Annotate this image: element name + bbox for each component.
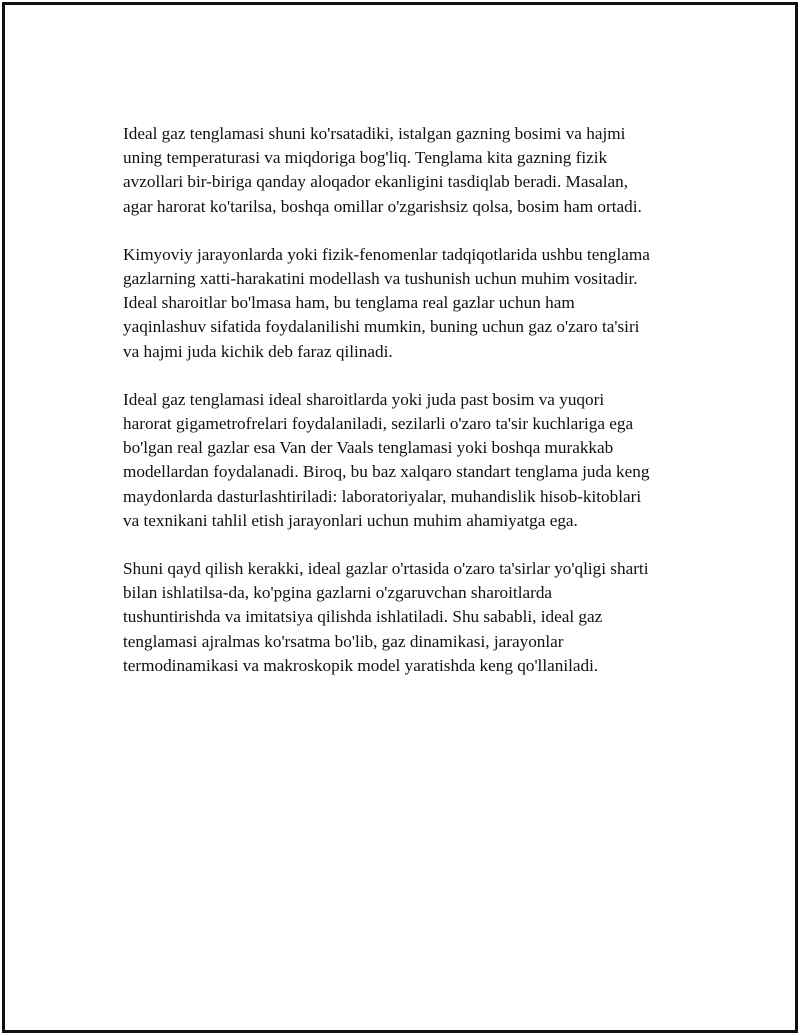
paragraph-line: bilan ishlatilsa-da, ko'pgina gazlarni o'zgaruvchan sharoitlarda	[123, 583, 553, 603]
paragraph-1	[123, 122, 723, 219]
paragraph-line: bo'lgan real gazlar esa Van der Vaals tenglamasi yoki boshqa murakkab	[123, 438, 614, 458]
document-body	[123, 122, 723, 702]
paragraph-line: va hajmi juda kichik deb faraz qilinadi.	[123, 341, 393, 361]
paragraph-line: Kimyoviy jarayonlarda yoki fizik-fenomenlar tadqiqotlarida ushbu tenglama	[123, 244, 650, 264]
paragraph-line: tenglamasi ajralmas ko'rsatma bo'lib, gaz dinamikasi, jarayonlar	[123, 631, 564, 651]
paragraph-line: tushuntirishda va imitatsiya qilishda ishlatiladi. Shu sababli, ideal gaz	[123, 607, 603, 627]
paragraph-line: Ideal sharoitlar bo'lmasa ham, bu tenglama real gazlar uchun ham	[123, 293, 575, 313]
paragraph-line: Ideal gaz tenglamasi ideal sharoitlarda yoki juda past bosim va yuqori	[123, 389, 605, 409]
paragraph-line: va texnikani tahlil etish jarayonlari uchun muhim ahamiyatga ega.	[123, 510, 578, 530]
paragraph-line: gazlarning xatti-harakatini modellash va tushunish uchun muhim vositadir.	[123, 269, 638, 289]
paragraph-line: maydonlarda dasturlashtiriladi: laboratoriyalar, muhandislik hisob-kitoblari	[123, 486, 642, 506]
paragraph-3	[123, 388, 723, 533]
paragraph-line: agar harorat ko'tarilsa, boshqa omillar o'zgarishsiz qolsa, bosim ham ortadi.	[123, 196, 642, 216]
paragraph-line: avzollari bir-biriga qanday aloqador ekanligini tasdiqlab beradi. Masalan,	[123, 172, 629, 192]
paragraph-4	[123, 557, 723, 678]
page-frame	[2, 2, 798, 1033]
paragraph-line: modellardan foydalanadi. Biroq, bu baz xalqaro standart tenglama juda keng	[123, 462, 650, 482]
paragraph-line: termodinamikasi va makroskopik model yaratishda keng qo'llaniladi.	[123, 655, 599, 675]
paragraph-line: uning temperaturasi va miqdoriga bog'liq. Tenglama kita gazning fizik	[123, 148, 608, 168]
paragraph-line: harorat gigametrofrelari foydalaniladi, sezilarli o'zaro ta'sir kuchlariga ega	[123, 414, 634, 434]
paragraph-line: Ideal gaz tenglamasi shuni ko'rsatadiki, istalgan gazning bosimi va hajmi	[123, 124, 626, 143]
paragraph-line: Shuni qayd qilish kerakki, ideal gazlar o'rtasida o'zaro ta'sirlar yo'qligi sharti	[123, 559, 649, 579]
paragraph-2	[123, 243, 723, 364]
paragraph-line: yaqinlashuv sifatida foydalanilishi mumkin, buning uchun gaz o'zaro ta'siri	[123, 317, 640, 337]
